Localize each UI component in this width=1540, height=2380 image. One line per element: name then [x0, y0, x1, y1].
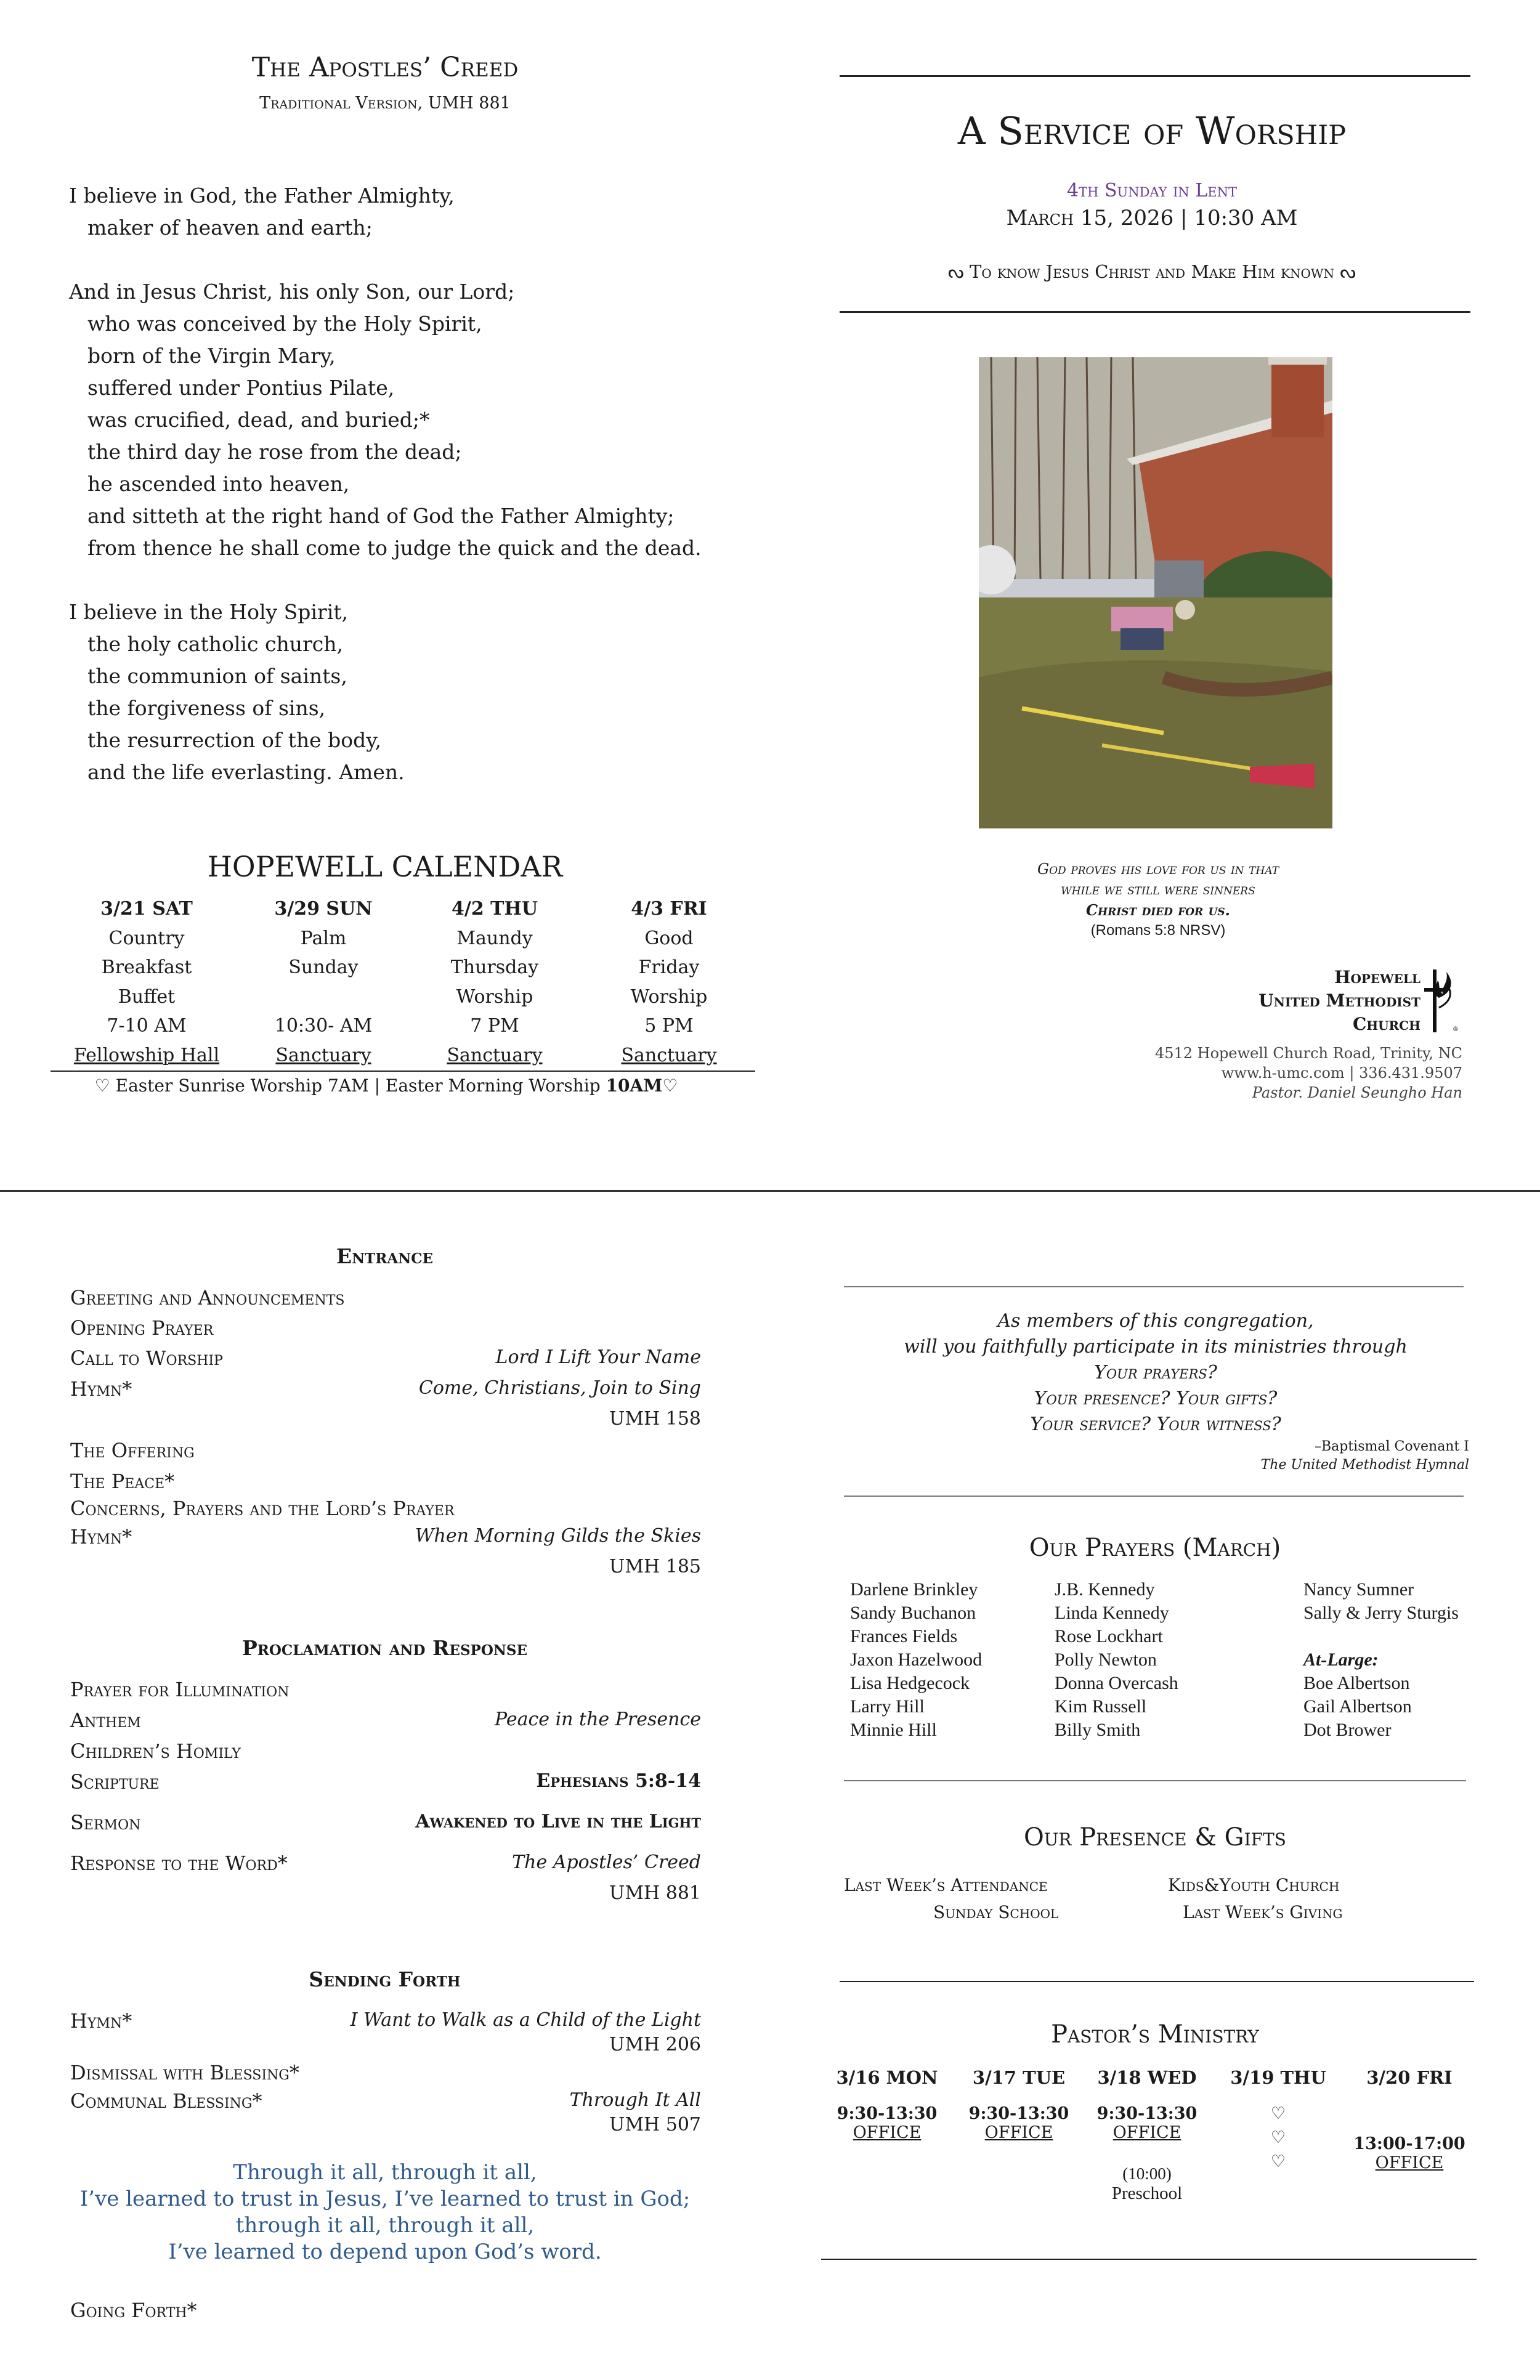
ministry-date: 3/18 WED — [1097, 2067, 1197, 2088]
ministry-date: 3/19 THU — [1230, 2067, 1326, 2088]
prayer-name: Billy Smith — [1055, 1720, 1141, 1740]
order-item-detail: The Apostles’ Creed — [512, 1852, 701, 1873]
order-item: Response to the Word* — [70, 1852, 288, 1875]
ministry-time: 9:30-13:30 — [968, 2104, 1069, 2123]
attendance-label: Last Week’s Attendance — [844, 1875, 1048, 1895]
svg-text:®: ® — [1453, 1026, 1459, 1033]
hymn-number: UMH 158 — [609, 1408, 701, 1430]
order-item: Hymn* — [70, 1525, 132, 1548]
calendar-place: Sanctuary — [621, 1044, 717, 1066]
verse-line: God proves his love for us in that — [1037, 860, 1279, 878]
prayer-name: Boe Albertson — [1303, 1673, 1410, 1693]
hymn-number: UMH 185 — [609, 1556, 701, 1577]
prayer-name: Gail Albertson — [1303, 1696, 1412, 1717]
pastor-ministry-title: Pastor’s Ministry — [1051, 2020, 1259, 2049]
church-address: 4512 Hopewell Church Road, Trinity, NC — [1154, 1045, 1462, 1062]
presence-title: Our Presence & Gifts — [1024, 1823, 1286, 1852]
page-fold-divider — [0, 1190, 1540, 1192]
baptismal-covenant — [848, 1308, 1464, 1438]
creed-line: the holy catholic church, — [87, 632, 343, 656]
church-website: www.h-umc.com | 336.431.9507 — [1221, 1064, 1462, 1082]
cover-motto: ᔓ To know Jesus Christ and Make Him known ᔓ — [947, 261, 1356, 282]
cover-date: March 15, 2026 | 10:30 AM — [1006, 206, 1298, 230]
at-large-label: At-Large: — [1303, 1649, 1379, 1670]
calendar-time: 7-10 AM — [107, 1015, 187, 1037]
covenant-line: Your presence? Your gifts? — [1034, 1388, 1278, 1409]
hymn-lyrics — [68, 2159, 702, 2265]
hymn-number: UMH 881 — [609, 1882, 701, 1904]
ministry-date: 3/17 TUE — [972, 2067, 1066, 2088]
calendar-event — [415, 894, 575, 1070]
prayer-name: Sandy Buchanon — [850, 1603, 976, 1623]
ministry-extra: (10:00) — [1122, 2164, 1172, 2183]
heart-icon: ♡ — [1270, 2104, 1286, 2123]
ministry-place: OFFICE — [984, 2123, 1053, 2142]
ministry-date: 3/20 FRI — [1366, 2067, 1453, 2088]
heart-icon: ♡ — [1270, 2152, 1286, 2171]
creed-line: was crucified, dead, and buried;* — [87, 408, 430, 432]
calendar-line: Maundy — [456, 927, 533, 949]
section-proclamation: Proclamation and Response — [241, 1636, 528, 1660]
covenant-line: Your service? Your witness? — [1030, 1414, 1281, 1435]
creed-title: The Apostles’ Creed — [251, 52, 519, 83]
ministry-day — [819, 2067, 955, 2142]
prayer-list — [850, 1578, 982, 1742]
calendar-line: Good — [644, 927, 694, 949]
order-item: Greeting and Announcements — [70, 1286, 345, 1309]
creed-line: suffered under Pontius Pilate, — [87, 376, 395, 400]
easter-note-time: 10AM — [606, 1075, 663, 1096]
creed-line: maker of heaven and earth; — [87, 216, 373, 240]
order-item: Sermon — [70, 1811, 141, 1834]
prayer-name: Polly Newton — [1055, 1649, 1157, 1670]
prayer-name: Darlene Brinkley — [850, 1579, 978, 1600]
prayer-name: J.B. Kennedy — [1055, 1579, 1155, 1600]
order-item: Opening Prayer — [70, 1316, 214, 1340]
creed-subtitle: Traditional Version, UMH 881 — [259, 94, 511, 113]
prayer-name: Rose Lockhart — [1055, 1626, 1163, 1646]
creed-line: and sitteth at the right hand of God the Father Almighty; — [87, 504, 675, 528]
lyric-line: I’ve learned to depend upon God’s word. — [168, 2240, 602, 2264]
calendar-place: Sanctuary — [275, 1044, 371, 1066]
creed-stanza — [69, 276, 747, 564]
ministry-date: 3/16 MON — [836, 2067, 938, 2088]
lyric-line: I’ve learned to trust in Jesus, I’ve learned to trust in God; — [79, 2187, 691, 2211]
easter-note-text: ♡ Easter Sunrise Worship 7AM | Easter Morning Worship — [94, 1075, 606, 1096]
ministry-day — [1342, 2067, 1477, 2172]
section-sending: Sending Forth — [309, 1967, 461, 1991]
ministry-place: OFFICE — [1112, 2123, 1181, 2142]
calendar-line: Thursday — [450, 957, 539, 978]
creed-line: the third day he rose from the dead; — [87, 440, 462, 464]
calendar-line: Palm — [300, 927, 347, 949]
creed-line: he ascended into heaven, — [87, 472, 350, 496]
creed-line: I believe in God, the Father Almighty, — [69, 184, 455, 208]
calendar-line: Country — [108, 927, 185, 949]
prayer-name: Jaxon Hazelwood — [850, 1649, 983, 1670]
creed-line: the forgiveness of sins, — [87, 696, 326, 720]
ministry-time: 13:00-17:00 — [1353, 2134, 1465, 2153]
calendar-event — [589, 894, 749, 1070]
prayer-name: Lisa Hedgecock — [850, 1673, 970, 1693]
calendar-date: 4/2 THU — [452, 898, 538, 920]
sunday-school-label: Sunday School — [933, 1902, 1059, 1922]
church-pastor: Pastor. Daniel Seungho Han — [1252, 1084, 1462, 1101]
hymn-number: UMH 206 — [609, 2034, 701, 2055]
creed-line: who was conceived by the Holy Spirit, — [87, 312, 482, 336]
calendar-line: Buffet — [118, 986, 176, 1008]
calendar-place: Fellowship Hall — [73, 1044, 220, 1066]
calendar-time: 5 PM — [644, 1015, 694, 1037]
order-item: Communal Blessing* — [70, 2089, 262, 2113]
prayer-name: Linda Kennedy — [1055, 1603, 1169, 1623]
church-name — [1207, 966, 1420, 1036]
order-item: Children’s Homily — [70, 1739, 241, 1763]
covenant-line: As members of this congregation, — [997, 1310, 1314, 1332]
order-item-detail: Come, Christians, Join to Sing — [418, 1377, 701, 1399]
prayer-name: Sally & Jerry Sturgis — [1303, 1603, 1459, 1623]
calendar-line: Sunday — [288, 957, 359, 978]
cover-verse — [961, 859, 1355, 941]
creed-stanza — [69, 180, 747, 244]
lyric-line: Through it all, through it all, — [233, 2160, 537, 2185]
verse-line: while we still were sinners — [1061, 881, 1255, 898]
prayer-name: Frances Fields — [850, 1626, 958, 1646]
creed-line: And in Jesus Christ, his only Son, our Lord; — [69, 280, 515, 304]
prayer-name: Kim Russell — [1055, 1696, 1147, 1717]
divider — [840, 1981, 1474, 1982]
divider — [821, 2259, 1477, 2260]
calendar-line — [243, 982, 403, 1012]
calendar-event — [243, 894, 403, 1070]
calendar-date: 4/3 FRI — [631, 898, 707, 920]
section-entrance: Entrance — [336, 1244, 434, 1268]
creed-stanza — [69, 596, 747, 788]
creed-line: I believe in the Holy Spirit, — [69, 600, 349, 624]
prayer-name: Nancy Sumner — [1303, 1579, 1414, 1600]
order-item-detail: Peace in the Presence — [495, 1709, 701, 1730]
divider — [844, 1780, 1466, 1781]
order-item: The Offering — [70, 1439, 195, 1462]
creed-line: the communion of saints, — [87, 664, 347, 688]
giving-label: Last Week’s Giving — [1183, 1902, 1343, 1922]
order-item-detail: Awakened to Live in the Light — [415, 1811, 701, 1832]
calendar-event — [67, 894, 227, 1070]
church-contact — [1047, 1043, 1462, 1103]
order-item: Going Forth* — [70, 2299, 197, 2322]
prayer-list — [1303, 1578, 1459, 1742]
calendar-divider — [51, 1071, 755, 1072]
cover-title: A Service of Worship — [957, 108, 1347, 153]
kids-youth-label: Kids&Youth Church — [1168, 1875, 1340, 1895]
divider — [844, 1496, 1464, 1497]
calendar-line: Breakfast — [101, 957, 192, 978]
covenant-line: Your prayers? — [1094, 1362, 1217, 1383]
ministry-time: 9:30-13:30 — [1096, 2104, 1198, 2123]
church-photo — [979, 357, 1332, 828]
calendar-time: 7 PM — [470, 1015, 519, 1037]
order-item-detail: I Want to Walk as a Child of the Light — [350, 2009, 701, 2031]
order-item: Hymn* — [70, 1377, 132, 1401]
order-item-detail: Ephesians 5:8-14 — [536, 1770, 701, 1792]
church-photo-image — [979, 357, 1332, 828]
calendar-line: Worship — [456, 986, 533, 1008]
prayer-name: Larry Hill — [850, 1696, 925, 1717]
hymn-number: UMH 507 — [609, 2114, 701, 2135]
creed-line: the resurrection of the body, — [87, 728, 381, 752]
calendar-line: Worship — [630, 986, 708, 1008]
calendar-line: Friday — [638, 957, 700, 978]
church-name-line: United Methodist — [1258, 990, 1420, 1011]
order-item: Anthem — [70, 1709, 141, 1732]
order-item: Concerns, Prayers and the Lord’s Prayer — [70, 1497, 455, 1520]
ministry-place: OFFICE — [1375, 2153, 1444, 2172]
heart-icon: ♡ — [1270, 2128, 1286, 2147]
ministry-day — [1210, 2067, 1346, 2171]
calendar-place: Sanctuary — [447, 1044, 543, 1066]
calendar-time: 10:30- AM — [274, 1015, 373, 1037]
order-item: The Peace* — [70, 1470, 175, 1493]
creed-text — [69, 180, 747, 820]
calendar-title: HOPEWELL CALENDAR — [207, 850, 563, 883]
lyric-line: through it all, through it all, — [235, 2213, 535, 2238]
calendar-date: 3/29 SUN — [274, 898, 373, 920]
order-item: Prayer for Illumination — [70, 1678, 290, 1701]
ministry-time: 9:30-13:30 — [837, 2104, 938, 2123]
prayer-list — [1055, 1578, 1178, 1742]
verse-reference: (Romans 5:8 NRSV) — [1090, 922, 1226, 939]
cover-sunday: 4th Sunday in Lent — [1067, 180, 1237, 201]
ministry-day — [951, 2067, 1087, 2142]
order-item: Hymn* — [70, 2009, 132, 2033]
creed-line: from thence he shall come to judge the quick and the dead. — [87, 536, 702, 560]
order-item: Scripture — [70, 1770, 160, 1794]
cover-top-rule — [840, 75, 1470, 77]
cross-flame-icon — [1424, 967, 1461, 1035]
ministry-place: OFFICE — [853, 2123, 922, 2142]
verse-line: Christ died for us. — [1085, 901, 1231, 919]
order-item-detail: When Morning Gilds the Skies — [415, 1525, 701, 1547]
covenant-source-line: –Baptismal Covenant I — [1314, 1439, 1469, 1454]
covenant-source — [1170, 1438, 1469, 1475]
ministry-day — [1079, 2067, 1215, 2204]
prayer-name: Minnie Hill — [850, 1720, 937, 1740]
order-item: Call to Worship — [70, 1346, 223, 1370]
divider — [844, 1286, 1464, 1287]
prayer-name: Dot Brower — [1303, 1720, 1392, 1740]
easter-note — [51, 1075, 722, 1096]
order-item-detail: Through It All — [569, 2089, 701, 2111]
prayer-name: Donna Overcash — [1055, 1673, 1178, 1693]
creed-line: born of the Virgin Mary, — [87, 344, 336, 368]
prayers-title: Our Prayers (March) — [1029, 1534, 1281, 1562]
heart-icon: ♡ — [662, 1075, 678, 1096]
covenant-source-line: The United Methodist Hymnal — [1260, 1457, 1469, 1473]
calendar-date: 3/21 SAT — [100, 898, 193, 920]
order-item-detail: Lord I Lift Your Name — [495, 1346, 701, 1368]
ministry-extra: Preschool — [1111, 2184, 1183, 2203]
church-name-line: Church — [1352, 1014, 1420, 1034]
order-item: Dismissal with Blessing* — [70, 2061, 299, 2084]
creed-line: and the life everlasting. Amen. — [87, 760, 405, 784]
cover-bottom-rule — [840, 311, 1470, 313]
covenant-line: will you faithfully participate in its ministries through — [904, 1336, 1408, 1358]
church-name-line: Hopewell — [1334, 967, 1420, 987]
